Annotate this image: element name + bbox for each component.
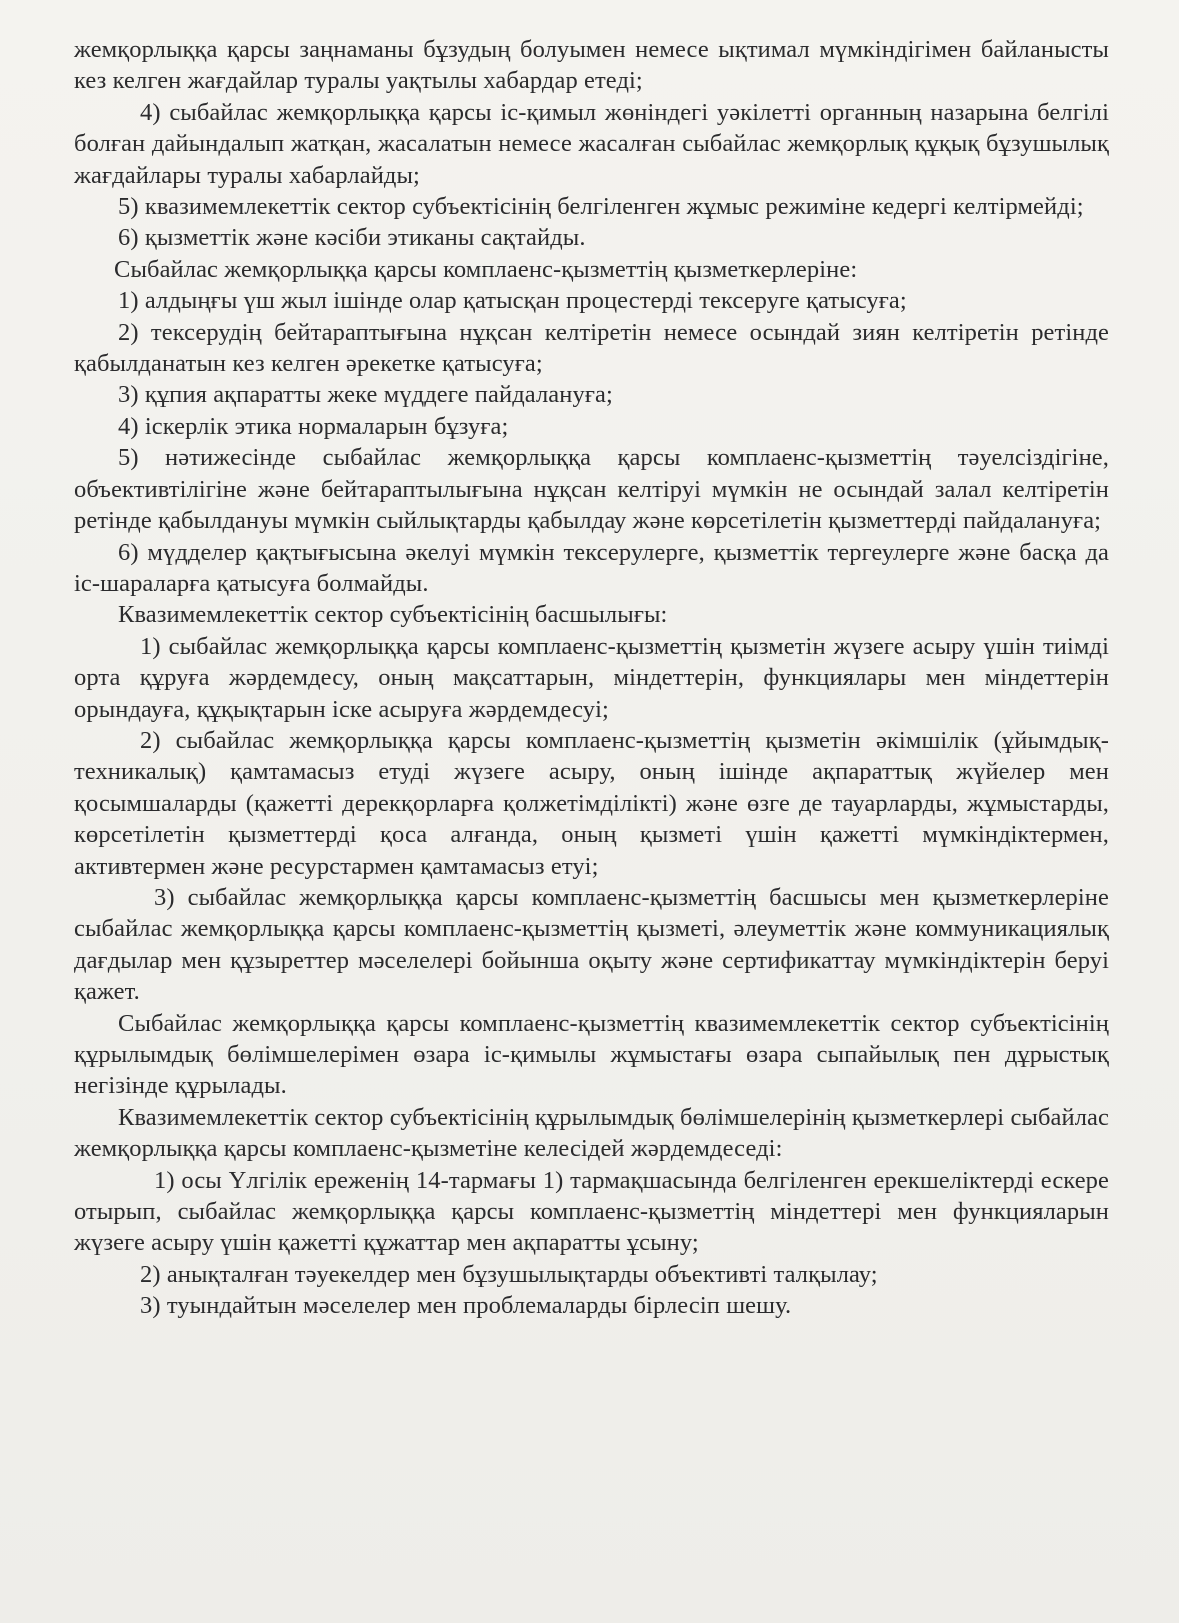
list-item-4-report: 4) сыбайлас жемқорлыққа қарсы іс-қимыл жөніндегі уәкілетті органның назарына белгілі болған дайындалып жатқан, жасалатын немесе жасалған сыбайлас жемқорлық құқық бұзушылық жағдайлары туралы хабарлайды; [74, 98, 1109, 189]
prohibition-item-6: 6) мүдделер қақтығысына әкелуі мүмкін тексерулерге, қызметтік тергеулерге және басқа да іс-шараларға қатысуға болмайды. [74, 538, 1109, 597]
paragraph-management-intro: Квазимемлекеттік сектор субъектісінің басшылығы: [118, 601, 668, 629]
list-item-5-work-mode: 5) квазимемлекеттік сектор субъектісінің белгіленген жұмыс режиміне кедергі келтірмейді; [118, 193, 1084, 221]
paragraph-continuation: жемқорлыққа қарсы заңнаманы бұзудың болуымен немесе ықтимал мүмкіндігімен байланысты кез келген жағдайлар туралы уақтылы хабардар етеді; [74, 36, 1109, 95]
list-item-6-ethics: 6) қызметтік және кәсіби этиканы сақтайды. [118, 224, 586, 252]
paragraph-interaction: Сыбайлас жемқорлыққа қарсы комплаенс-қызметтің квазимемлекеттік сектор субъектісінің құрылымдық бөлімшелерімен өзара іс-қимылы жұмыстағы өзара сыпайылық пен дұрыстық негізінде құрылады. [74, 1009, 1109, 1100]
units-item-1: 1) осы Үлгілік ереженің 14-тармағы 1) тармақшасында белгіленген ерекшеліктерді ескере отырып, сыбайлас жемқорлыққа қарсы комплаенс-қызметтің міндеттері мен функцияларын жүзеге асыру үшін қажетті құжаттар мен ақпаратты ұсыну; [74, 1166, 1109, 1257]
management-item-3: 3) сыбайлас жемқорлыққа қарсы комплаенс-қызметтің басшысы мен қызметкерлеріне сыбайлас жемқорлыққа қарсы комплаенс-қызметтің қызметі, әлеуметтік және коммуникациялық дағдылар мен құзыреттер мәселелері бойынша оқыту және сертификаттау мүмкіндіктерін беруі қажет. [74, 883, 1109, 1006]
prohibition-item-2: 2) тексерудің бейтараптығына нұқсан келтіретін немесе осындай зиян келтіретін ретінде қабылданатын кез келген әрекетке қатысуға; [74, 318, 1109, 378]
prohibition-item-4: 4) іскерлік этика нормаларын бұзуға; [118, 412, 509, 440]
prohibition-item-1: 1) алдыңғы үш жыл ішінде олар қатысқан процестерді тексеруге қатысуға; [118, 287, 907, 315]
units-item-2: 2) анықталған тәуекелдер мен бұзушылықтарды объективті талқылау; [140, 1260, 878, 1288]
prohibition-item-5: 5) нәтижесінде сыбайлас жемқорлыққа қарсы комплаенс-қызметтің тәуелсіздігіне, объективтілігіне және бейтараптылығына нұқсан келтіруі мүмкін не осындай залал келтіретін ретінде қабылдануы мүмкін сыйлықтарды қабылдау және көрсетілетін қызметтерді пайдалануға; [74, 444, 1109, 535]
paragraph-prohibitions-intro: Сыбайлас жемқорлыққа қарсы комплаенс-қызметтің қызметкерлеріне: [114, 255, 858, 283]
paragraph-units-intro: Квазимемлекеттік сектор субъектісінің құрылымдық бөлімшелерінің қызметкерлері сыбайлас жемқорлыққа қарсы комплаенс-қызметіне келесідей жәрдемдеседі: [74, 1103, 1109, 1163]
management-item-2: 2) сыбайлас жемқорлыққа қарсы комплаенс-қызметтің қызметін әкімшілік (ұйымдық-техникалық) қамтамасыз етуді жүзеге асыру, оның ішінде ақпараттық жүйелер мен қосымшаларды (қажетті дерекқорларға қолжетімділікті) және өзге де тауарларды, жұмыстарды, көрсетілетін қызметтерді қоса алғанда, оның қызметі үшін қажетті мүмкіндіктермен, активтермен және ресурстармен қамтамасыз етуі; [74, 726, 1109, 880]
management-item-1: 1) сыбайлас жемқорлыққа қарсы комплаенс-қызметтің қызметін жүзеге асыру үшін тиімді орта құруға жәрдемдесу, оның мақсаттарын, міндеттерін, функциялары мен міндеттерін орындауға, құқықтарын іске асыруға жәрдемдесуі; [74, 632, 1109, 723]
units-item-3: 3) туындайтын мәселелер мен проблемаларды бірлесіп шешу. [140, 1292, 792, 1320]
prohibition-item-3: 3) құпия ақпаратты жеке мүддеге пайдалануға; [118, 381, 613, 409]
